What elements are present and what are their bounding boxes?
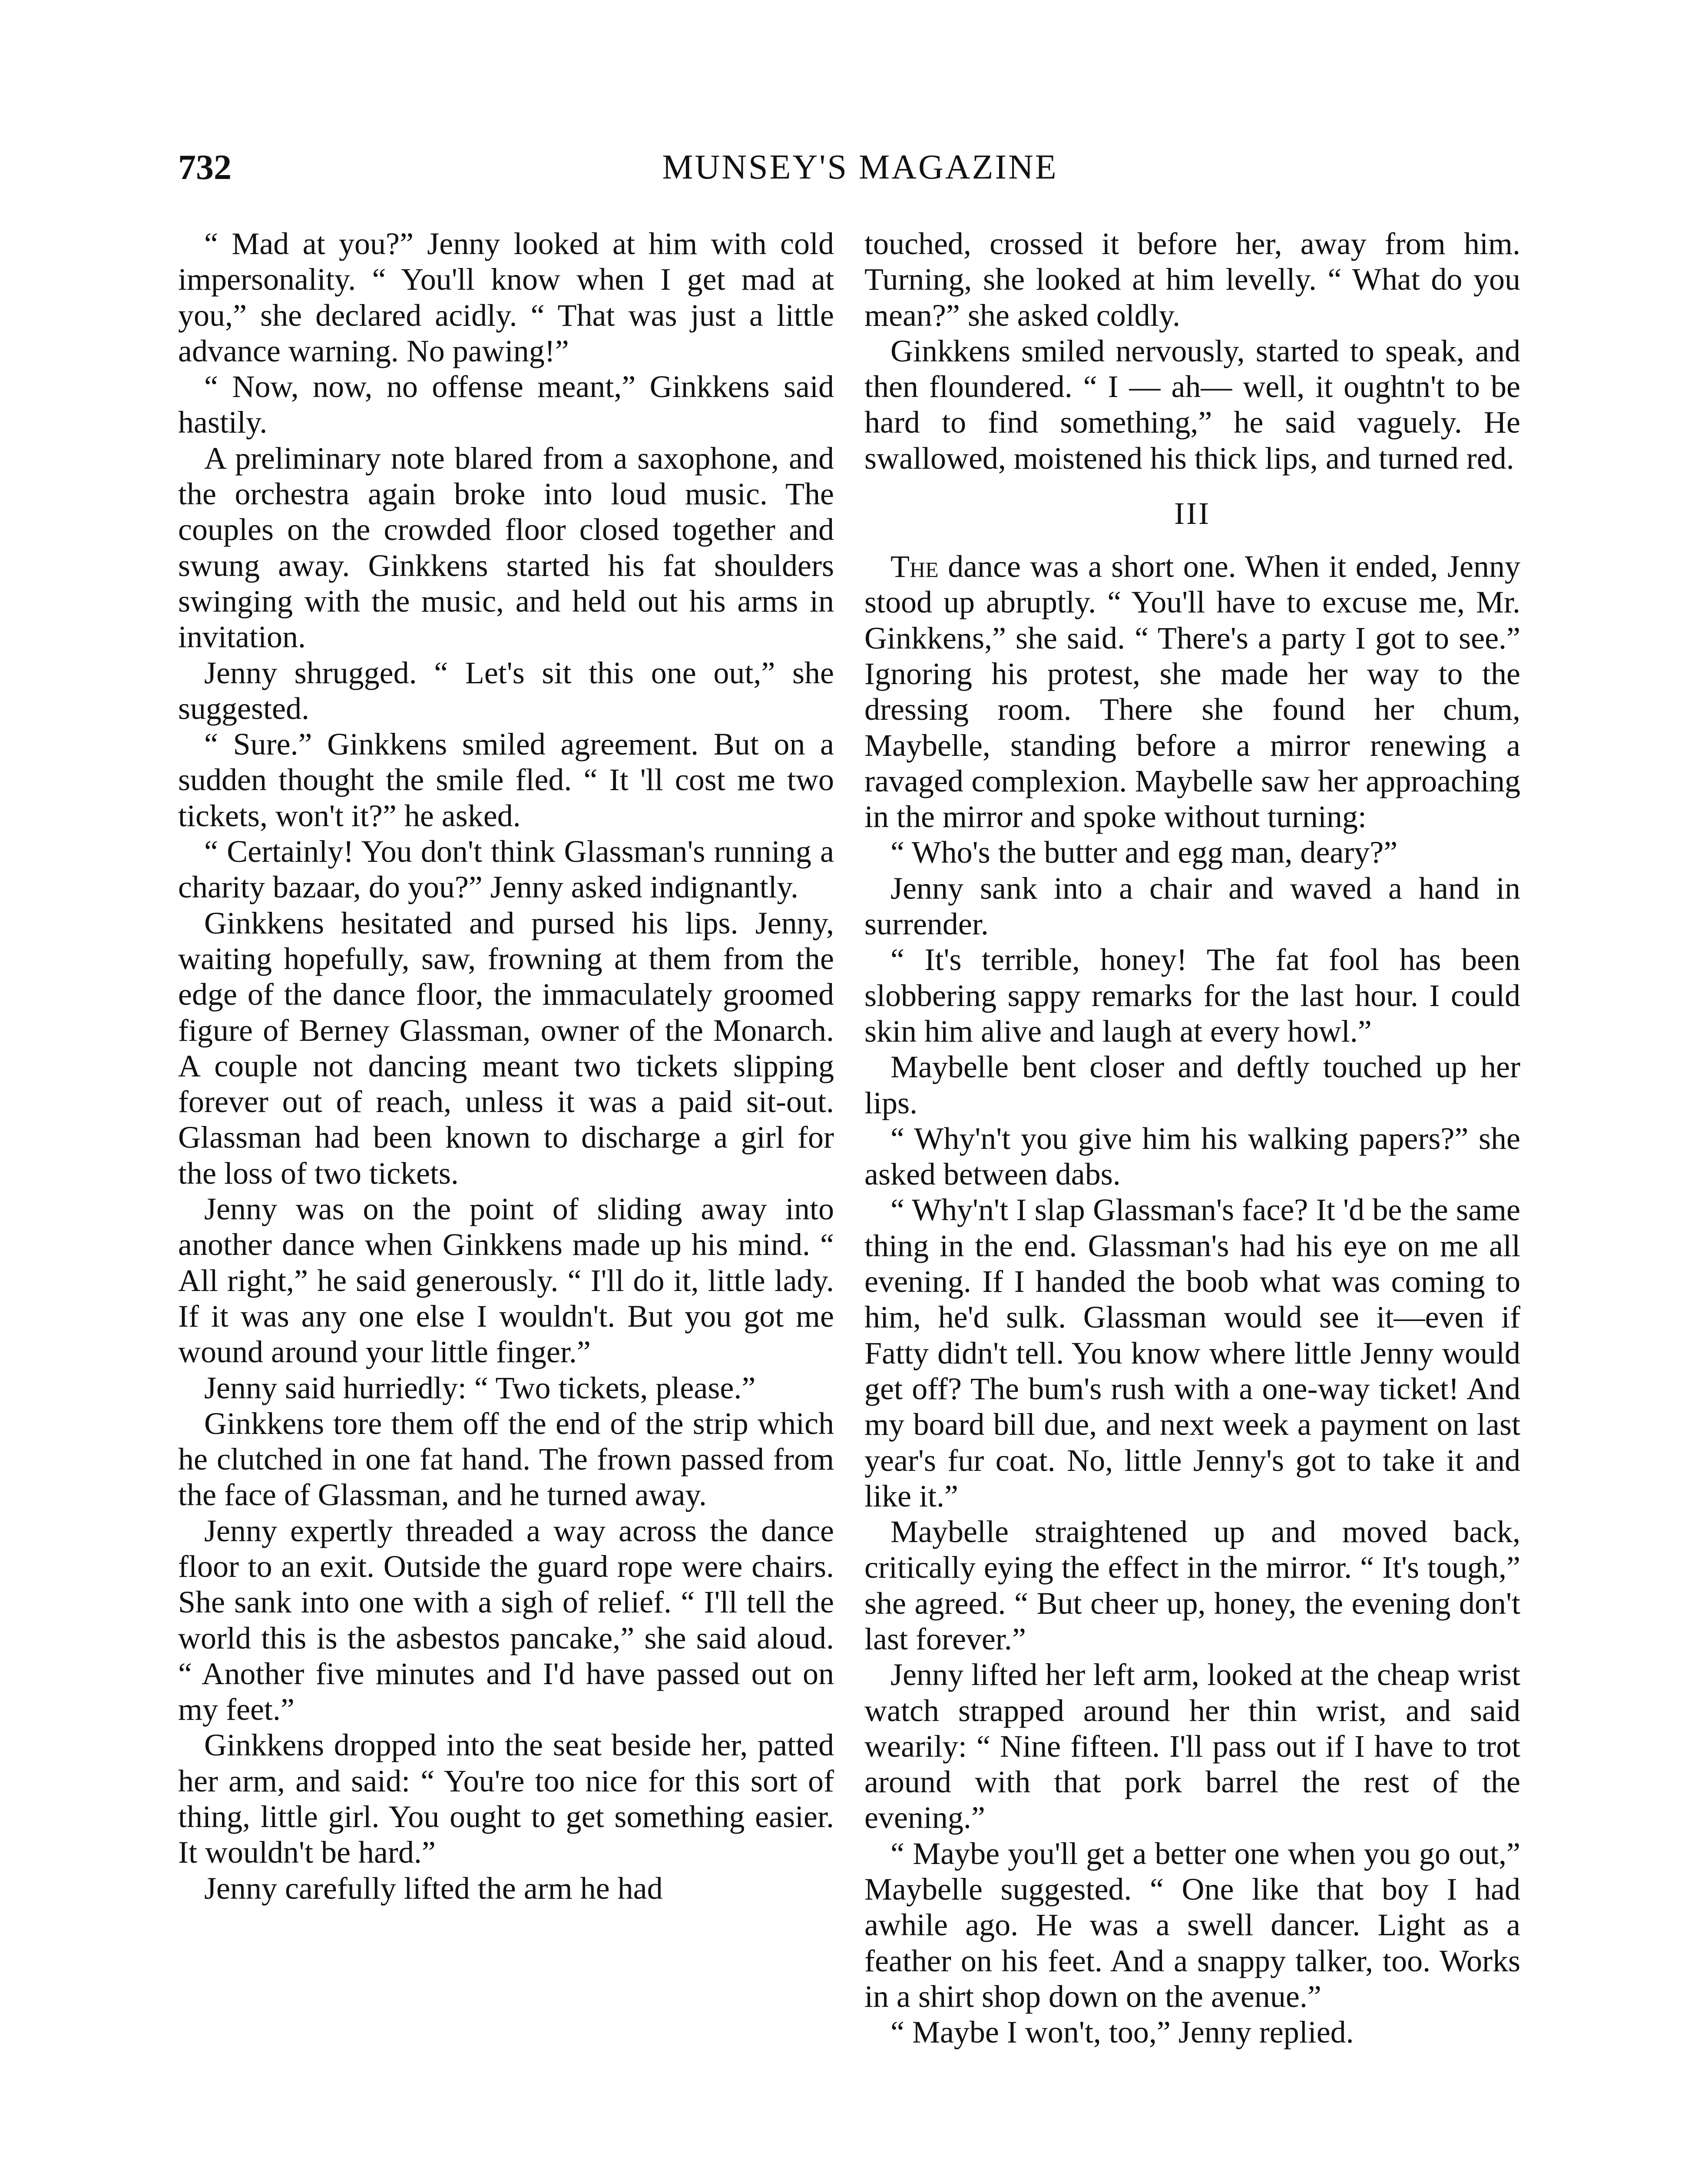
left-column: [178, 226, 834, 1906]
paragraph: Jenny lifted her left arm, looked at the cheap wrist watch strapped around her thin wrist, and said wearily: “ Nine fifteen. I'll pass out if I have to trot around with that pork barrel the rest of the evening.”: [864, 1657, 1520, 1835]
small-caps-opening: The: [890, 549, 939, 584]
paragraph: Jenny sank into a chair and waved a hand in surrender.: [864, 871, 1520, 942]
page-header: [178, 143, 1542, 191]
paragraph: “ Why'n't you give him his walking papers?” she asked between dabs.: [864, 1121, 1520, 1192]
running-head: MUNSEY'S MAGAZINE: [662, 148, 1058, 186]
paragraph: “ Certainly! You don't think Glassman's running a charity bazaar, do you?” Jenny asked indignantly.: [178, 834, 834, 905]
paragraph: “ It's terrible, honey! The fat fool has been slobbering sappy remarks for the last hour. I could skin him alive and laugh at every howl.”: [864, 942, 1520, 1049]
paragraph: Jenny shrugged. “ Let's sit this one out,” she suggested.: [178, 655, 834, 726]
section-opening-text: dance was a short one. When it ended, Jenny stood up abruptly. “ You'll have to excuse me, Mr. Ginkkens,” she said. “ There's a party I got to see.” Ignoring his protest, she made her way to the dressing room. There she found her chum, Maybelle, standing before a mirror renewing a ravaged complexion. Maybelle saw her approaching in the mirror and spoke without turning:: [864, 549, 1520, 834]
right-column: [864, 226, 1520, 2050]
paragraph: “ Now, now, no offense meant,” Ginkkens said hastily.: [178, 369, 834, 440]
paragraph: Jenny was on the point of sliding away into another dance when Ginkkens made up his mind. “ All right,” he said generously. “ I'll do it, little lady. If it was any one else I wouldn't. But you got me wound around your little finger.”: [178, 1192, 834, 1370]
paragraph: “ Who's the butter and egg man, deary?”: [890, 835, 1398, 870]
paragraph: “ Maybe I won't, too,” Jenny replied.: [890, 2015, 1354, 2050]
paragraph: Maybelle straightened up and moved back, critically eying the effect in the mirror. “ It's tough,” she agreed. “ But cheer up, honey, the evening don't last forever.”: [864, 1514, 1520, 1656]
paragraph: “ Maybe you'll get a better one when you go out,” Maybelle suggested. “ One like that boy I had awhile ago. He was a swell dancer. Light as a feather on his feet. And a snappy talker, too. Works in a shirt shop down on the avenue.”: [864, 1836, 1520, 2014]
paragraph: Maybelle bent closer and deftly touched up her lips.: [864, 1050, 1520, 1120]
paragraph: Ginkkens dropped into the seat beside her, patted her arm, and said: “ You're too nice for this sort of thing, little girl. You ought to get something easier. It wouldn't be hard.”: [178, 1728, 834, 1870]
paragraph: Ginkkens smiled nervously, started to speak, and then floundered. “ I — ah— well, it oughtn't to be hard to find something,” he said vaguely. He swallowed, moistened his thick lips, and turned red.: [864, 333, 1520, 476]
paragraph: Jenny said hurriedly: “ Two tickets, please.”: [204, 1370, 756, 1405]
paragraph: Jenny expertly threaded a way across the dance floor to an exit. Outside the guard rope were chairs. She sank into one with a sigh of relief. “ I'll tell the world this is the asbestos pancake,” she said aloud. “ Another five minutes and I'd have passed out on my feet.”: [178, 1513, 834, 1727]
paragraph: A preliminary note blared from a saxophone, and the orchestra again broke into loud music. The couples on the crowded floor closed together and swung away. Ginkkens started his fat shoulders swinging with the music, and held out his arms in invitation.: [178, 440, 834, 655]
section-heading: III: [1174, 496, 1211, 531]
paragraph: “ Mad at you?” Jenny looked at him with cold impersonality. “ You'll know when I get mad at you,” she declared acidly. “ That was just a little advance warning. No pawing!”: [178, 226, 834, 368]
paragraph: “ Sure.” Ginkkens smiled agreement. But on a sudden thought the smile fled. “ It 'll cost me two tickets, won't it?” he asked.: [178, 727, 834, 833]
paragraph: Jenny carefully lifted the arm he had: [204, 1871, 663, 1906]
paragraph: touched, crossed it before her, away from him. Turning, she looked at him levelly. “ What do you mean?” she asked coldly.: [864, 226, 1520, 333]
page-number: 732: [178, 147, 232, 187]
paragraph: “ Why'n't I slap Glassman's face? It 'd be the same thing in the end. Glassman's had his eye on me all evening. If I handed the boob what was coming to him, he'd sulk. Glassman would see it—even if Fatty didn't tell. You know where little Jenny would get off? The bum's rush with a one-way ticket! And my board bill due, and next week a payment on last year's fur coat. No, little Jenny's got to take it and like it.”: [864, 1192, 1520, 1513]
paragraph: Ginkkens tore them off the end of the strip which he clutched in one fat hand. The frown passed from the face of Glassman, and he turned away.: [178, 1406, 834, 1513]
paragraph: Ginkkens hesitated and pursed his lips. Jenny, waiting hopefully, saw, frowning at them from the edge of the dance floor, the immaculately groomed figure of Berney Glassman, owner of the Monarch. A couple not dancing meant two tickets slipping forever out of reach, unless it was a paid sit-out. Glassman had been known to discharge a girl for the loss of two tickets.: [178, 905, 834, 1191]
section-opening-paragraph: [864, 549, 1520, 834]
